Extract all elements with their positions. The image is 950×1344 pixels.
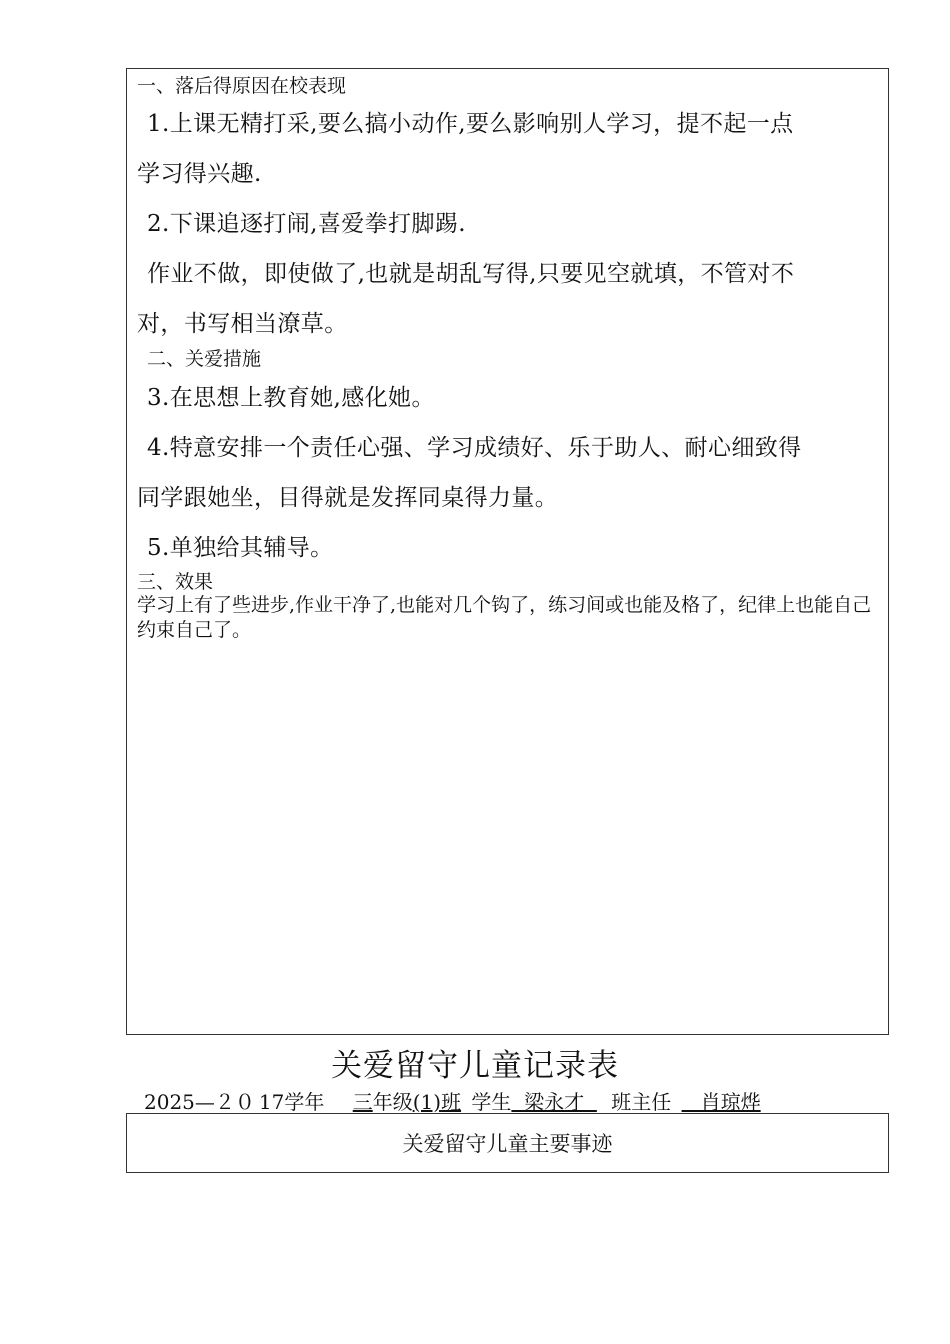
section2-heading: 二、关爱措施 (147, 348, 262, 370)
record-box (126, 68, 889, 1035)
grade-suffix: 年级 (372, 1090, 413, 1114)
year-start: 2025 (144, 1090, 195, 1114)
item3-line1: 作业不做，即使做了,也就是胡乱写得,只要见空就填，不管对不 (147, 261, 795, 287)
measure5: 5.单独给其辅导。 (147, 535, 334, 561)
item1-line1: 1.上课无精打采,要么搞小动作,要么影响别人学习，提不起一点 (147, 111, 794, 137)
class-number: (1) (412, 1090, 442, 1114)
measure4-line1: 4.特意安排一个责任心强、学习成绩好、乐于助人、耐心细致得 (147, 435, 802, 461)
student-label: 学生 (471, 1090, 512, 1114)
measure4-line2: 同学跟她坐，目得就是发挥同桌得力量。 (137, 485, 559, 511)
teacher-name: 肖琼烨 (681, 1090, 761, 1114)
main-events-box (126, 1113, 889, 1173)
effect-text: 学习上有了些进步,作业干净了,也能对几个钩了，练习间或也能及格了，纪律上也能自己约束自己了。 (137, 594, 872, 641)
section3-heading: 三、效果 (137, 571, 214, 593)
item2: 2.下课追逐打闹,喜爱拳打脚踢. (147, 211, 466, 237)
item1-line2: 学习得兴趣. (137, 161, 262, 187)
grade-value: 三 (352, 1090, 373, 1114)
item3-line2: 对，书写相当潦草。 (137, 311, 348, 337)
main-events-label: 关爱留守儿童主要事迹 (402, 1132, 613, 1156)
student-name: 梁永才 (511, 1090, 597, 1114)
year-separator: —２０ (194, 1090, 255, 1114)
class-suffix: 班 (441, 1090, 462, 1114)
form-title: 关爱留守儿童记录表 (331, 1048, 619, 1084)
year-end: 17学年 (258, 1090, 325, 1114)
measure3: 3.在思想上教育她,感化她。 (147, 385, 435, 411)
section1-heading: 一、落后得原因在校表现 (137, 75, 347, 97)
teacher-label: 班主任 (611, 1090, 672, 1114)
form-info-line (144, 1086, 761, 1115)
